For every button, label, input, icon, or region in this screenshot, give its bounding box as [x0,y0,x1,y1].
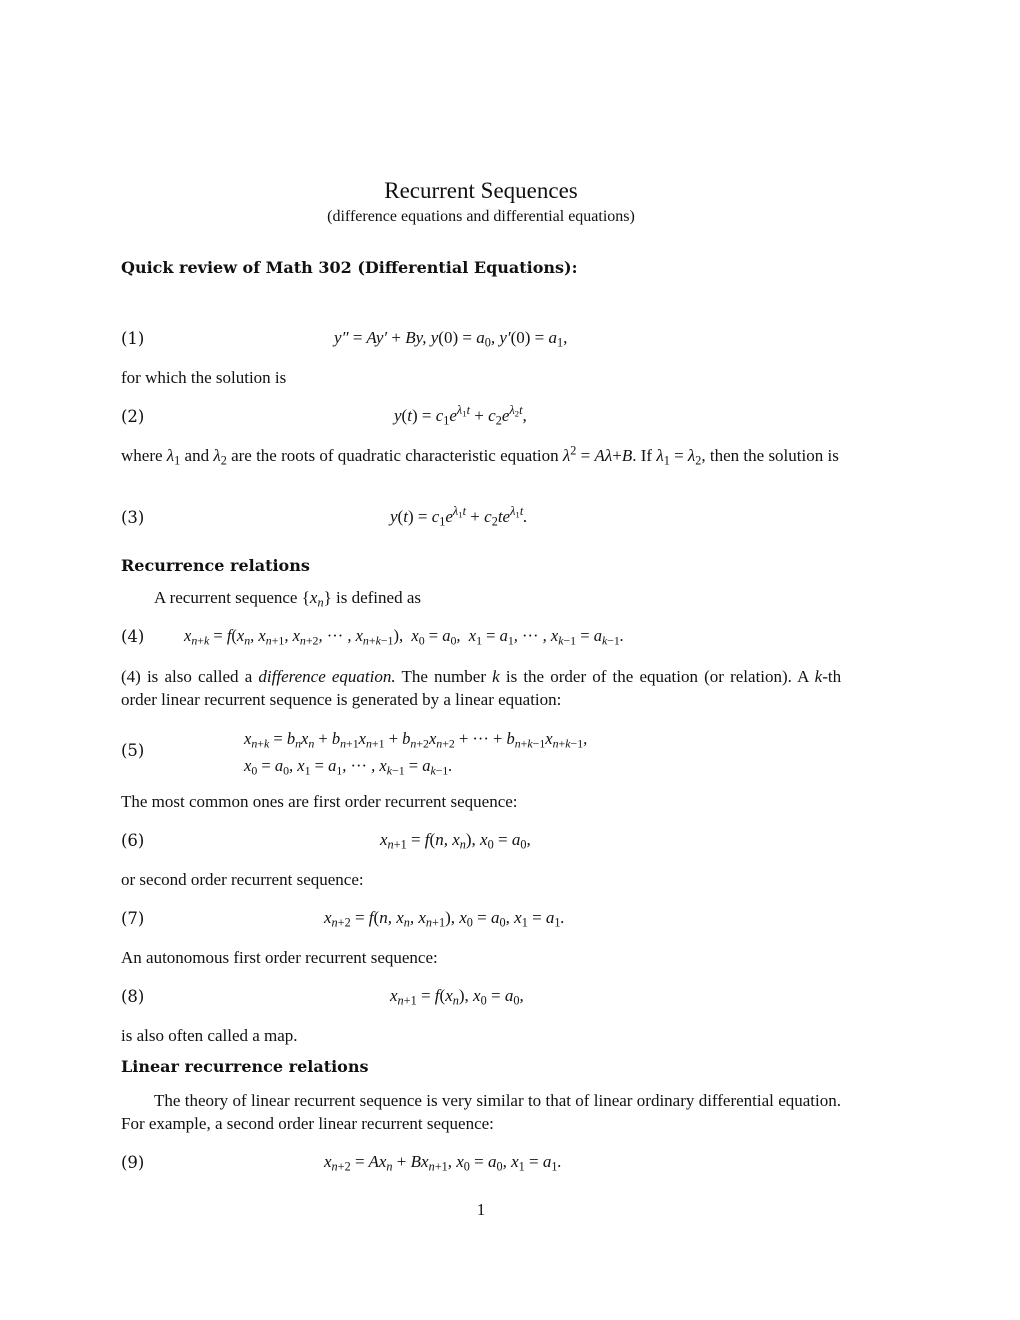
paragraph-difference: (4) is also called a difference equation. The number k is the order of the equation (or relation). A k-th order linear recurrent sequence is generated by a linear equation: [121,667,842,709]
equation-label-3: (3) [121,508,145,527]
equation-label-7: (7) [121,909,145,928]
page-subtitle: (difference equations and differential equations) [327,208,635,225]
equation-label-9: (9) [121,1153,145,1172]
paragraph-linear: The theory of linear recurrent sequence is very similar to that of linear ordinary differential equation. For example, a second order linear recurrent sequence: [121,1091,841,1133]
equation-label-2: (2) [121,407,145,426]
equation-label-6: (6) [121,831,145,850]
page-title: Recurrent Sequences [384,178,578,203]
equation-label-4: (4) [121,627,145,646]
page-number: 1 [476,1200,486,1219]
equation-7: $x_{n+2} = f(n$, $x_n$, $x_{n+1}$), $x_0 = a_0$, $x_1 = a_1$. [324,908,565,930]
text-recurrent-defined: A recurrent sequence $\{x_n\}$ is defined as [154,588,421,610]
text-autonomous: An autonomous first order recurrent sequence: [121,948,438,967]
text-solution-is: for which the solution is [121,368,287,387]
text-second-order: or second order recurrent sequence: [121,870,364,889]
equation-8: $x_{n+1} = f(x_n)$, $x_0 = a_0$, [390,986,524,1008]
equation-9: $x_{n+2} = Ax_n + Bx_{n+1}$, $x_0 = a_0$, $x_1 = a_1$. [324,1152,562,1174]
equation-5-line-1: $x_{n+k} = b_nx_n + b_{n+1}x_{n+1} + b_{n+2}x_{n+2}$ + ··· + $b_{n+k-1}x_{n+k-1}$, [244,729,588,751]
text-most-common: The most common ones are first order recurrent sequence: [121,792,518,811]
equation-3: $y(t) = c_1e^{\lambda_1t} + c_2te^{\lambda_1t}$. [390,504,528,529]
text-map: is also often called a map. [121,1026,298,1045]
section-heading-linear: Linear recurrence relations [121,1057,369,1076]
equation-label-1: (1) [121,329,145,348]
equation-label-8: (8) [121,987,145,1006]
equation-5-line-2: $x_0 = a_0$, $x_1 = a_1$, ··· , $x_{k-1} = a_{k-1}$. [244,756,453,778]
equation-2: $y(t) = c_1e^{\lambda_1t} + c_2e^{\lambda_2t}$, [394,403,527,428]
section-heading-review: Quick review of Math 302 (Differential Equations): [121,258,578,277]
equation-6: $x_{n+1} = f(n$, $x_n$), $x_0 = a_0$, [380,830,531,852]
equation-label-5: (5) [121,741,145,760]
paragraph-roots: where $\lambda_1$ and $\lambda_2$ are the roots of quadratic characteristic equation $\lambda^2 = A\lambda+B$. If $\lambda_1 = \lambda_2$, then the solution is [121,443,839,468]
section-heading-recurrence: Recurrence relations [121,556,310,575]
equation-4: $x_{n+k} = f(x_n$, $x_{n+1}$, $x_{n+2}$, ··· , $x_{n+k-1}$), $x_0 = a_0$, $x_1 = a_1$, ··· , $x_{k-1} = a_{k-1}$. [184,626,624,648]
equation-1: y″ = Ay′ + By, $y(0) = a_0$, $y'(0) = a_1$, [334,328,568,350]
